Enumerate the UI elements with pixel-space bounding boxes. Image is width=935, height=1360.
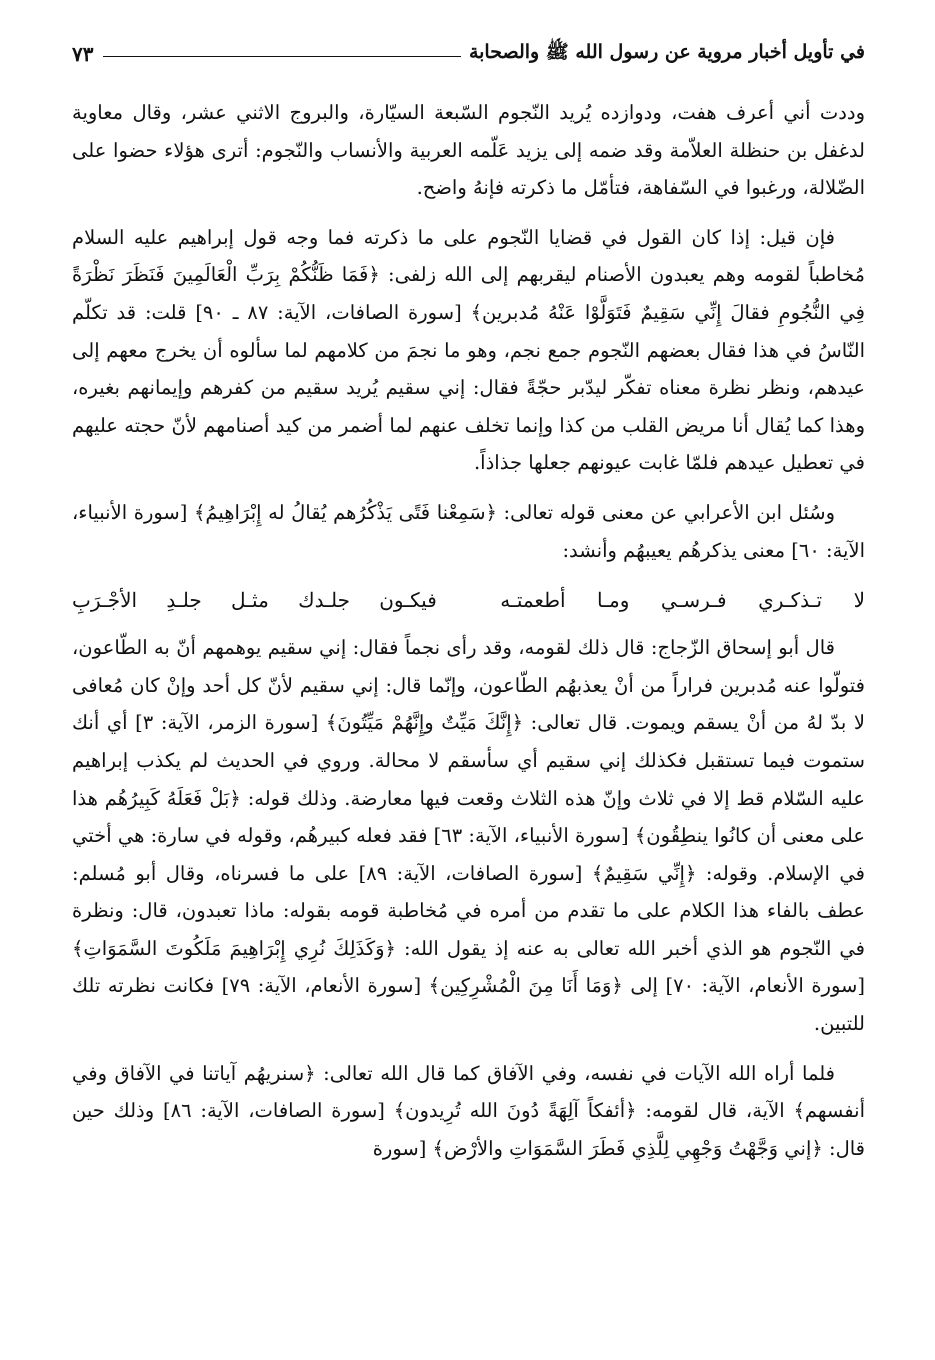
paragraph: فإن قيل: إذا كان القول في قضايا النّجوم على ما ذكرته فما وجه قول إبراهيم عليه السلام مُخاطباً لقومه وهم يعبدون الأصنام ليقربهم إلى الله زلفى: ﴿فَمَا ظَنُّكُمْ بِرَبِّ الْعَالَمِينَ فَنَظَرَ نَظْرَةً فِي النُّجُومِ فقالَ إِنِّي سَقِيمٌ فَتَوَلَّوْا عَنْهُ مُدبرين﴾ [سورة الصافات، الآية: ٨٧ ـ ٩٠] قلت: قد تكلّم النّاسُ في هذا فقال بعضهم النّجوم جمع نجم، وهو ما نجمَ من كلامهم لما سألوه أن يخرج معهم إلى عيدهم، ونظر نظرة معناه تفكّر ليدّبر حجّةً فقال: إني سقيم يُريد سقيم من كفرهم وإيمانهم بغيره، وهذا كما يُقال أنا مريض القلب من كذا وإنما تخلف عنهم لما أضمر من كيد أصنامهم لأنّ حجته عليهم في تعطيل عيدهم فلمّا غابت عيونهم جعلها جذاذاً.: [72, 225, 865, 475]
running-header: [72, 36, 865, 72]
running-title: في تأويل أخبار مروية عن رسول الله ﷺ والصحابة: [468, 41, 865, 63]
paragraph: وسُئل ابن الأعرابي عن معنى قوله تعالى: ﴿سَمِعْنا فَتًى يَذْكُرُهم يُقالُ له إِبْرَاهِيمُ﴾ [سورة الأنبياء، الآية: ٦٠] معنى يذكرهُم يعيبهُم وأنشد:: [72, 500, 865, 562]
paragraph: قال أبو إسحاق الزّجاج: قال ذلك لقومه، وقد رأى نجماً فقال: إني سقيم يوهمهم أنّ به الطّاعون، فتولّوا عنه مُدبرين فراراً من أنْ يعذبهُم الطّاعون، وإنّما قال: إني سقيم لأنّ كل أحد وإنْ كان مُعافى لا بدّ لهُ من أنْ يسقم ويموت. قال تعالى: ﴿إِنَّكَ مَيِّتٌ وإِنَّهُمْ مَيِّتُونَ﴾ [سورة الزمر، الآية: ٣] أي أنك ستموت فيما تستقبل فكذلك إني سقيم أي سأسقم لا محالة. وروي في الحديث لم يكذب إبراهيم عليه السّلام قط إلا في ثلاث وإنّ هذه الثلاث وقعت فيها معارضة. وذلك قوله: ﴿بَلْ فَعَلَهُ كَبِيرُهُم هذا على معنى أن كانُوا ينطِقُون﴾ [سورة الأنبياء، الآية: ٦٣] فقد فعله كبيرهُم، وقوله في سارة: هي أختي في الإسلام. وقوله: ﴿إِنِّي سَقِيمٌ﴾ [سورة الصافات، الآية: ٨٩] على ما فسرناه، وقال أبو مُسلم: عطف بالفاء هذا الكلام على ما تقدم من أمره في مُخاطبة قومه بقوله: ماذا تعبدون، قال: ونظرة في النّجوم هو الذي أخبر الله تعالى به عنه إذ يقول الله: ﴿وَكَذَلِكَ نُرِي إِبْرَاهِيمَ مَلَكُوتَ السَّمَوَاتِ﴾ [سورة الأنعام، الآية: ٧٠] إلى ﴿وَمَا أَنَا مِنَ الْمُشْرِكِين﴾ [سورة الأنعام، الآية: ٧٩] فكانت نظرته تلك للتبين.: [72, 636, 865, 1036]
header-rule: [103, 56, 460, 57]
poem-verse: [72, 581, 865, 619]
page-number: ٧٣: [72, 42, 94, 66]
paragraph: فلما أراه الله الآيات في نفسه، وفي الآفاق كما قال الله تعالى: ﴿سنريهُم آياتنا في الآفاق وفي أنفسهم﴾ الآية، قال لقومه: ﴿أئفكاً آلِهَةً دُونَ الله تُرِيدون﴾ [سورة الصافات، الآية: ٨٦] وذلك حين قال: ﴿إني وَجَّهْتُ وَجْهِي لِلَّذِي فَطَرَ السَّمَوَاتِ والأرْض﴾ [سورة: [72, 1061, 865, 1160]
page-body: [72, 94, 865, 1167]
book-page: [72, 36, 865, 1179]
poem-second-hemistich: فيكـون جلـدك مثـل جلـدِ الأجْـرَبِ: [72, 588, 437, 613]
poem-first-hemistich: لا تـذكـري فـرسـي ومـا أطعمتـه: [500, 588, 865, 613]
paragraph: وددت أني أعرف هفت، ودوازده يُريد النّجوم السّبعة السيّارة، والبروج الاثني عشر، وقال معاوية لدغفل بن حنظلة العلاّمة وقد ضمه إلى يزيد عَلّمه العربية والأنساب والنّجوم: أترى هؤلاء حضوا على الضّلالة، ورغبوا في السّفاهة، فتأمّل ما ذكرته فإنهُ واضح.: [72, 101, 865, 200]
